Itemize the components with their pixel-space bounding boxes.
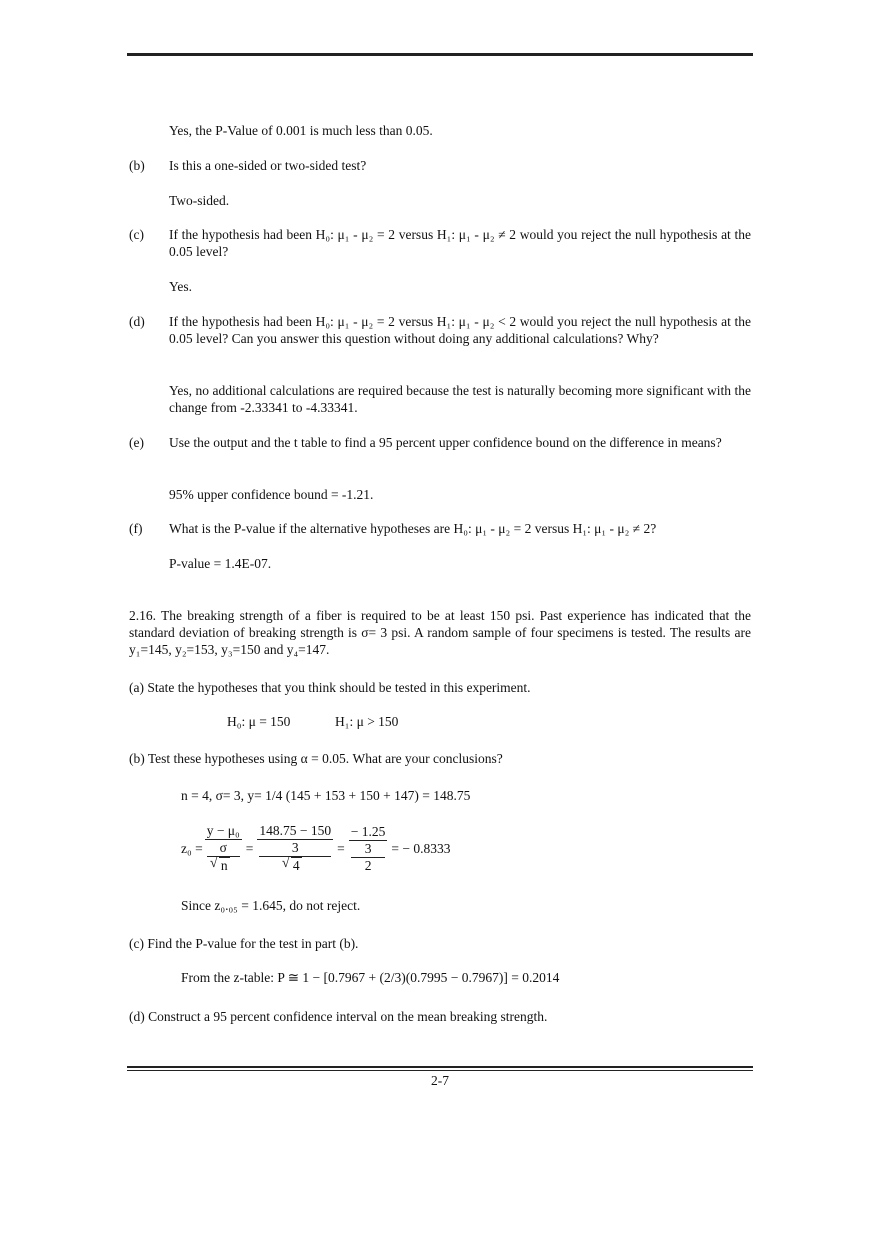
label-e: (e) [129,435,144,450]
z-num-2: 148.75 − 150 [259,823,332,838]
z-den-1: σ √ n [205,840,242,874]
answer-f: P-value = 1.4E-07. [169,556,272,571]
page-number: 2-7 [431,1073,449,1088]
z-fraction-3 [349,824,388,874]
label-d: (d) [129,314,145,329]
question-e: Use the output and the t table to find a 95 percent upper confidence bound on the difference in means? [169,435,722,450]
answer-a-text: Yes, the P-Value of 0.001 is much less than 0.05. [169,123,433,138]
problem-c-question: (c) Find the P-value for the test in part (b). [129,936,359,951]
answer-e: 95% upper confidence bound = -1.21. [169,487,374,502]
question-d: If the hypothesis had been H₀: μ₁ - μ₂ = 2 versus H₁: μ₁ - μ₂ < 2 would you reject the null hypothesis at the 0.05 level? Can you answer this question without doing any additional calculations? Why? [169,314,751,346]
z-num-3: − 1.25 [350,823,386,839]
problem-a-question: (a) State the hypotheses that you think should be tested in this experiment. [129,680,531,695]
hypothesis-h0: H₀: μ = 150 [227,714,291,729]
header-rule [127,51,753,56]
z-lhs: z₀ = [181,841,203,856]
z-formula: z₀ = y − μ₀ σ √ n = 148.75 − 150 3 √ 4 = − 1.25 3 2 = − 0.8333 [181,823,450,874]
z-table-line: From the z-table: P ≅ 1 − [0.7967 + (2/3)(0.7995 − 0.7967)] = 0.2014 [181,970,560,985]
problem-b-question: (b) Test these hypotheses using α = 0.05. What are your conclusions? [129,751,503,766]
question-c: If the hypothesis had been H₀: μ₁ - μ₂ = 2 versus H₁: μ₁ - μ₂ ≠ 2 would you reject the null hypothesis at the 0.05 level? [169,227,751,259]
answer-c: Yes. [169,279,193,294]
since-line: Since z₀.₀₅ = 1.645, do not reject. [181,898,361,913]
footer-rule [127,1066,753,1071]
z-fraction-1 [205,823,242,874]
z-fraction-2 [257,823,333,874]
z-result: = − 0.8333 [391,841,451,856]
z-den-2: 3 √ 4 [257,840,333,874]
label-f: (f) [129,521,143,536]
z-num-1: y − μ₀ [206,823,240,838]
calc-line: n = 4, σ= 3, y= 1/4 (145 + 153 + 150 + 147) = 148.75 [181,788,471,803]
label-c: (c) [129,227,144,242]
label-b: (b) [129,158,145,173]
answer-d: Yes, no additional calculations are required because the test is naturally becoming more significant with the change from -2.33341 to -4.33341. [169,383,751,415]
question-b: Is this a one-sided or two-sided test? [169,158,367,173]
hypothesis-h1: H₁: μ > 150 [335,714,399,729]
question-f: What is the P-value if the alternative hypotheses are H₀: μ₁ - μ₂ = 2 versus H₁: μ₁ - μ₂ ≠ 2? [169,521,657,536]
z-den-3: 3 2 [349,841,388,874]
problem-d-question: (d) Construct a 95 percent confidence interval on the mean breaking strength. [129,1009,548,1024]
problem-statement: 2.16. The breaking strength of a fiber is required to be at least 150 psi. Past experience has indicated that the standard deviation of breaking strength is σ= 3 psi. A random sample of four specimens is tested. The results are y₁=145, y₂=153, y₃=150 and y₄=147. [129,608,751,657]
answer-b: Two-sided. [169,193,230,208]
